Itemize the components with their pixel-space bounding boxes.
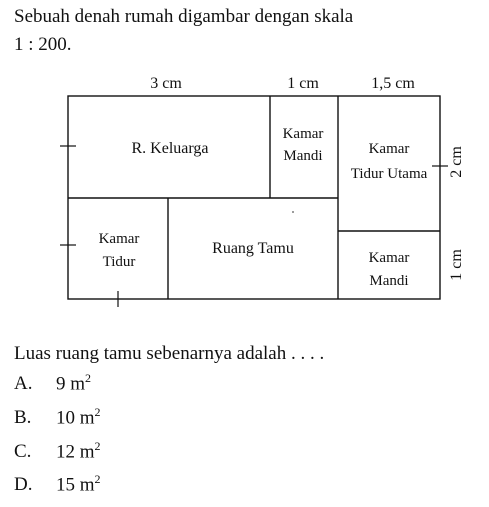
room-kamar-mandi-1-line1: Kamar	[282, 126, 324, 142]
room-kamar-tidur-utama-line2: Tidur Utama	[350, 166, 428, 182]
room-kamar-tidur-utama-line1: Kamar	[368, 141, 410, 157]
dim-top-3: 1,5 cm	[371, 75, 415, 92]
option-a-value: 9 m	[56, 373, 86, 395]
dim-right-1: 2 cm	[448, 146, 465, 178]
room-kamar-mandi-2-line2: Mandi	[369, 273, 409, 289]
option-d-value: 15 m	[56, 474, 95, 496]
option-d-label: D.	[14, 474, 33, 496]
dim-top-1: 3 cm	[150, 75, 182, 92]
room-kamar-tidur-line2: Tidur	[102, 254, 136, 270]
question-scale: 1 : 200.	[14, 34, 72, 55]
dim-right-2: 1 cm	[448, 249, 465, 281]
option-b[interactable]	[14, 405, 101, 429]
room-ruang-tamu: Ruang Tamu	[212, 240, 294, 257]
option-d-exponent: 2	[94, 472, 101, 486]
room-r-keluarga: R. Keluarga	[131, 140, 209, 157]
option-a-label: A.	[14, 373, 33, 395]
option-b-label: B.	[14, 407, 32, 429]
option-b-value: 10 m	[56, 407, 95, 429]
room-kamar-tidur-line1: Kamar	[98, 231, 140, 247]
option-b-exponent: 2	[94, 405, 101, 419]
option-d[interactable]	[14, 472, 101, 496]
dim-top-2: 1 cm	[287, 75, 319, 92]
option-c-value: 12 m	[56, 441, 95, 463]
question-prompt: Luas ruang tamu sebenarnya adalah . . . .	[14, 343, 325, 364]
question-line-1: Sebuah denah rumah digambar dengan skala	[14, 6, 354, 27]
room-kamar-mandi-1-line2: Mandi	[283, 148, 323, 164]
option-a[interactable]	[14, 371, 91, 395]
room-kamar-mandi-2-line1: Kamar	[368, 250, 410, 266]
option-c-exponent: 2	[94, 439, 101, 453]
option-c[interactable]	[14, 439, 101, 463]
option-c-label: C.	[14, 441, 32, 463]
dot-mark	[292, 211, 294, 213]
option-a-exponent: 2	[85, 371, 92, 385]
